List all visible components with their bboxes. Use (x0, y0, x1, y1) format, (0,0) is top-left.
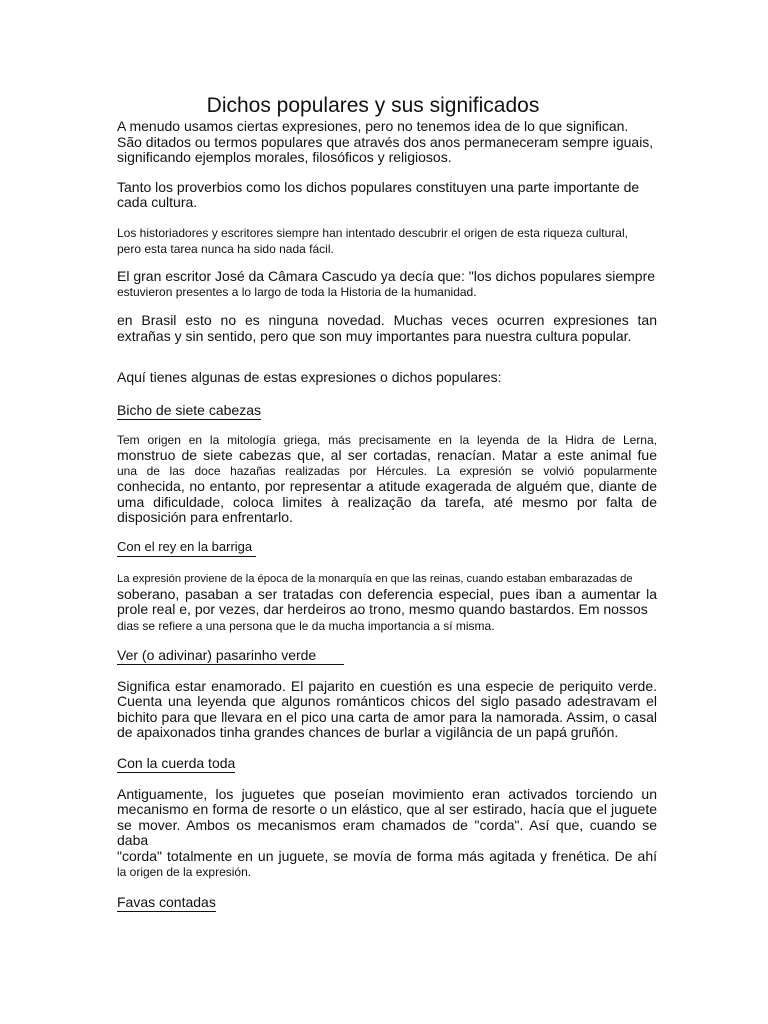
section-heading-wrap (117, 402, 657, 420)
intro-paragraph-5: en Brasil esto no es ninguna novedad. Muchas veces ocurren expresiones tan extrañas y sin sentido, pero que son muy importantes para nuestra cultura popular. (117, 312, 657, 344)
text-line: "corda" totalmente en un juguete, se movía de forma más agitada y frenética. De ahí (117, 847, 657, 864)
text-line: A menudo usamos ciertas expresiones, pero no tenemos idea de lo que significan. (117, 118, 629, 134)
section-body (117, 571, 657, 634)
section-heading: Ver (o adivinar) pasarinho verde (117, 647, 344, 665)
section-heading: Con la cuerda toda (117, 754, 236, 771)
intro-paragraph-4 (117, 269, 657, 301)
document-page (117, 92, 657, 912)
intro-paragraph-6: Aquí tienes algunas de estas expresiones o dichos populares: (117, 369, 502, 385)
section-heading-wrap (117, 647, 657, 665)
text-line: Tem origen en la mitología griega, más precisamente en la leyenda de la Hidra de Lerna, (117, 432, 657, 447)
section-heading: Con el rey en la barriga (117, 539, 256, 557)
text-line: São ditados ou termos populares que através dos anos permaneceram sempre iguais, (117, 133, 654, 150)
section-heading-wrap (117, 755, 657, 773)
text-line: Tanto los proverbios como los dichos populares constituyen una parte importante de (117, 178, 640, 195)
text-line: dias se refiere a una persona que le da mucha importancia a sí misma. (117, 618, 495, 633)
text-line: pero esta tarea nunca ha sido nada fácil. (117, 241, 334, 256)
intro-paragraph-1 (117, 119, 657, 166)
section-body: Significa estar enamorado. El pajarito en cuestión es una especie de periquito verde. Cuenta una leyenda que algunos románticos chicos del siglo pasado adestravam el bichito para que llevara en el pico una carta de amor para la namorada. Assim, o casal de apaixonados tinha grandes chances de burlar a vigilância de un papá gruñón. (117, 677, 657, 740)
text-line: se mover. Ambos os mecanismos eram chamados de "corda". Así que, cuando se daba (117, 816, 657, 848)
text-line: significando ejemplos morales, filosóficos y religiosos. (117, 149, 452, 165)
text-line: Antiguamente, los juguetes que poseían movimiento eran activados torciendo un (117, 785, 657, 802)
section-body (117, 787, 657, 881)
text-line: mecanismo en forma de resorte o un elástico, que al ser estirado, hacía que el juguete (117, 801, 657, 817)
intro-paragraph-3 (117, 225, 657, 257)
section-heading: Favas contadas (117, 894, 216, 910)
section-heading-wrap (117, 894, 657, 912)
text-line: El gran escritor José da Câmara Cascudo ya decía que: "los dichos populares siempre (117, 267, 656, 284)
text-line: una de las doce hazañas realizadas por Hércules. La expresión se volvió popularmente (117, 464, 657, 478)
section-heading: Bicho de siete cabezas (117, 401, 261, 418)
text-line: conhecida, no entanto, por representar a atitude exagerada de alguém que, diante de uma dificuldade, coloca limites à realização da tarefa, até mesmo por falta de disposición para enfrentarlo. (117, 478, 657, 525)
intro-paragraph-2 (117, 180, 657, 211)
text-line: La expresión proviene de la época de la monarquía en que las reinas, cuando estaban embarazadas de (117, 572, 633, 585)
text-line: Los historiadores y escritores siempre han intentado descubrir el origen de esta riqueza cultural, (117, 225, 628, 240)
text-line: estuvieron presentes a lo largo de toda la Historia de la humanidad. (117, 285, 477, 299)
text-line: la origen de la expresión. (117, 865, 252, 879)
page-title: Dichos populares y sus significados (206, 94, 540, 117)
text-line: monstruo de siete cabezas que, al ser cortadas, renacían. Matar a este animal fue (117, 446, 657, 463)
section-body (117, 432, 657, 526)
text-line: cada cultura. (117, 194, 198, 210)
text-line: soberano, pasaban a ser tratadas con deferencia especial, pues iban a aumentar la prole real e, por vezes, dar herdeiros ao trono, mesmo quando bastardos. Em nossos (117, 585, 657, 617)
section-heading-wrap (117, 538, 657, 557)
